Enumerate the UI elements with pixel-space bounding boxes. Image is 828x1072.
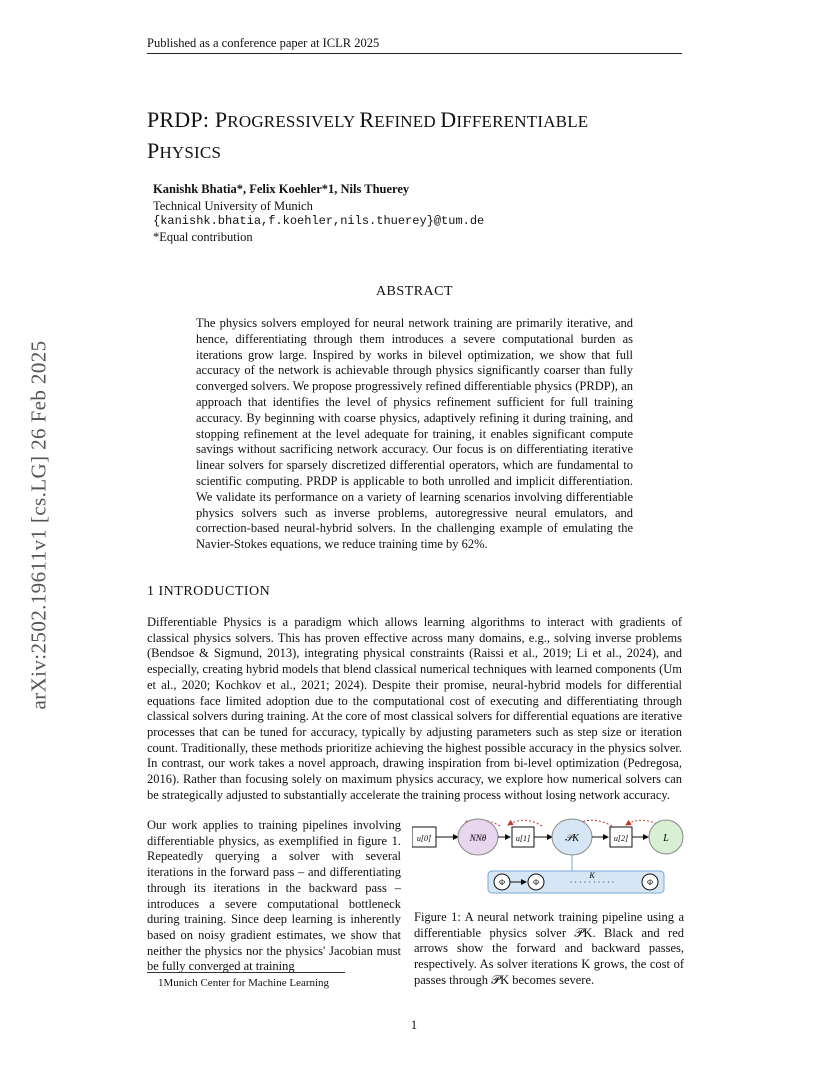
- loss-label: L: [663, 833, 669, 844]
- title-part: R: [359, 107, 375, 132]
- author-list: Kanishk Bhatia*, Felix Koehler*1, Nils Thuerey: [153, 182, 410, 196]
- author-emails[interactable]: {kanishk.bhatia,f.koehler,nils.thuerey}@tum.de: [153, 214, 485, 228]
- phi-label: Φ: [533, 878, 539, 887]
- u2-label: u[2]: [613, 834, 629, 843]
- equal-contribution-note: *Equal contribution: [153, 230, 253, 244]
- phi-label: Φ: [647, 878, 653, 887]
- title-part: P: [147, 138, 160, 163]
- title-part: IFFERENTIABLE: [456, 112, 589, 131]
- title-part: ROGRESSIVELY: [227, 112, 360, 131]
- page-number: 1: [410, 1018, 418, 1032]
- title-part: D: [440, 107, 457, 132]
- paper-title: [147, 105, 707, 167]
- title-part: PRDP:: [147, 107, 215, 132]
- left-column-paragraph: Our work applies to training pipelines involving differentiable physics, as exemplified in figure 1. Repeatedly querying a solver with several iterations in the forward pass – and differentiating through its iterations in the backward pass – introduces a severe computational bottleneck during training. Since deep learning is inherently based on noisy gradient estimates, we show that neither the physics nor the physics' Jacobian must be fully converged at training: [147, 818, 401, 974]
- introduction-paragraph: Differentiable Physics is a paradigm which allows learning algorithms to interact with gradients of classical physics solvers. This has proven effective across many domains, e.g., solving inverse problems (Bendsoe & Sigmund, 2013), integrating physical constraints (Raissi et al., 2019; Li et al., 2024), and especially, creating hybrid models that blend classical numerical techniques with learned components (Um et al., 2020; Kochkov et al., 2021; 2024). Despite their promise, neural-hybrid models for differential equations face limited adoption due to the computational cost of executing and differentiating through classical solvers during training. At the core of most classical solvers for differential equations are iterative processes that can be tuned for accuracy, typically by adjusting parameters such as step size or iteration count. Traditionally, these methods prioritize achieving the highest possible accuracy in the physics solver. In contrast, our work takes a novel approach, drawing inspiration from bi-level optimization (Pedregosa, 2016). Rather than focusing solely on maximum physics accuracy, we explore how numerical solvers can be strategically adjusted to substantially accelerate the training process without losing network accuracy.: [147, 615, 682, 802]
- backward-arrow: [508, 820, 542, 826]
- arxiv-identifier[interactable]: arXiv:2502.19611v1 [cs.LG] 26 Feb 2025: [26, 340, 51, 710]
- k-label: K: [589, 871, 595, 880]
- figure-1-caption: Figure 1: A neural network training pipeline using a differentiable physics solver 𝒫K. Black and red arrows show the forward and backward passes, respectively. As solver iterations K grows, the cost of passes through 𝒫K becomes severe.: [414, 910, 684, 987]
- section-heading-introduction: 1 INTRODUCTION: [147, 584, 271, 599]
- running-header: Published as a conference paper at ICLR 2025: [147, 36, 380, 50]
- nn-label: NNθ: [469, 833, 487, 843]
- header-rule: [147, 53, 682, 54]
- u1-label: u[1]: [515, 834, 531, 843]
- title-part: HYSICS: [159, 143, 222, 162]
- iteration-dots: · · · · · · · · · ·: [569, 878, 615, 887]
- footnote: 1Munich Center for Machine Learning: [158, 977, 330, 989]
- u0-label: u[0]: [416, 834, 432, 843]
- figure-1-pipeline-diagram: [412, 813, 684, 913]
- title-part: P: [214, 107, 228, 132]
- pk-label: 𝒫K: [565, 833, 579, 844]
- title-part: EFINED: [374, 112, 441, 131]
- phi-label: Φ: [499, 878, 505, 887]
- arxiv-sidebar: [24, 290, 54, 760]
- abstract-heading: ABSTRACT: [375, 284, 454, 299]
- footnote-rule: [147, 972, 345, 973]
- affiliation: Technical University of Munich: [153, 199, 313, 213]
- abstract-body: The physics solvers employed for neural network training are primarily iterative, and hence, differentiating through them introduces a severe computational burden as iterations grow large. Inspired by works in bilevel optimization, we show that full accuracy of the network is achievable through physics significantly coarser than fully converged solvers. We propose progressively refined differentiable physics (PRDP), an approach that identifies the level of physics refinement sufficient for full training accuracy. By beginning with coarse physics, adaptively refining it during training, and stopping refinement at the level adequate for training, it enables significant compute savings without sacrificing network accuracy. Our focus is on differentiating iterative linear solvers for sparsely discretized differential operators, which are fundamental to scientific computing. PRDP is applicable to both unrolled and implicit differentiation. We validate its performance on a variety of learning scenarios involving differentiable physics solvers such as inverse problems, autoregressive neural emulators, and correction-based neural-hybrid solvers. In the challenging example of emulating the Navier-Stokes equations, we reduce training time by 62%.: [196, 316, 633, 552]
